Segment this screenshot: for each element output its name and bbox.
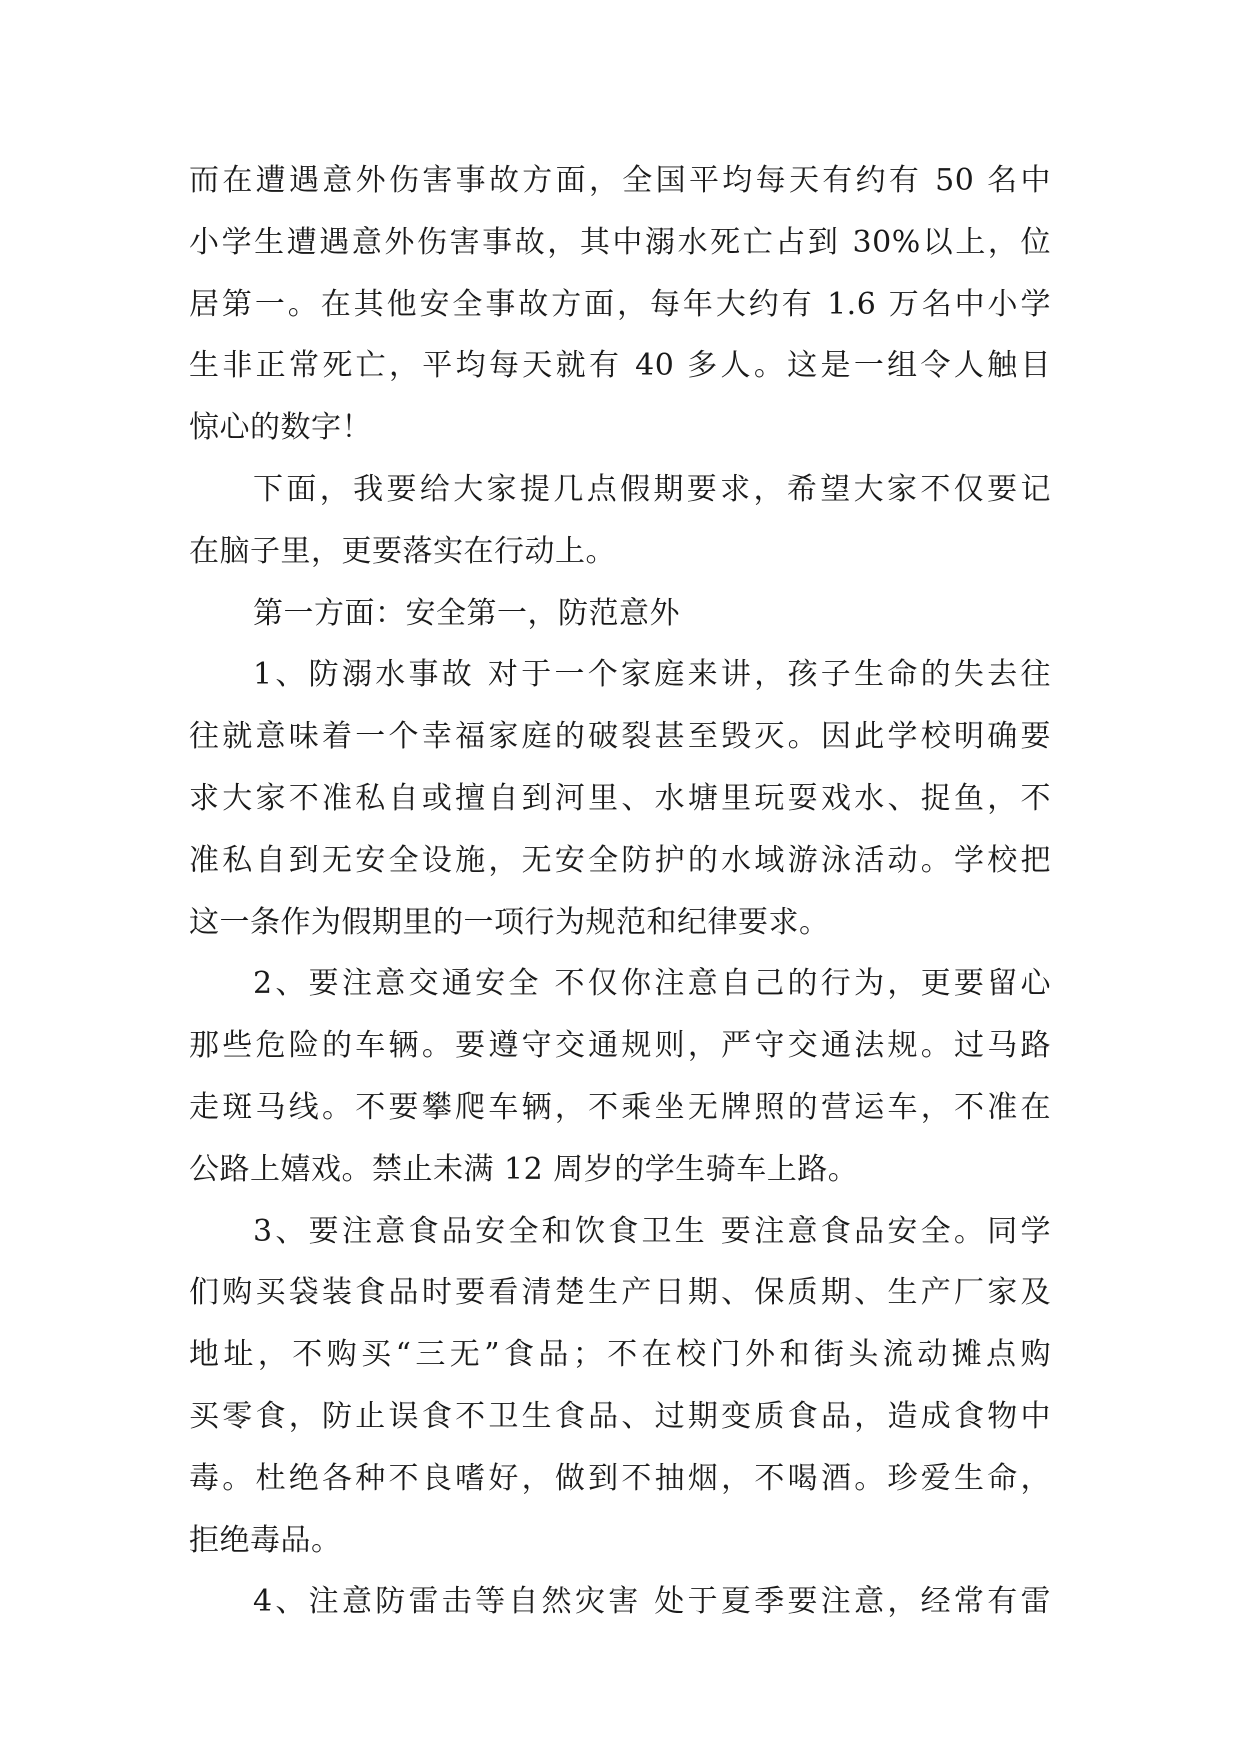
document-body-text	[189, 150, 1051, 1633]
text-line: 生非正常死亡，平均每天就有 40 多人。这是一组令人触目	[189, 348, 1051, 384]
text-line: 走斑马线。不要攀爬车辆，不乘坐无牌照的营运车，不准在	[189, 1089, 1051, 1125]
text-line: 3、要注意食品安全和饮食卫生 要注意食品安全。同学	[253, 1213, 1051, 1249]
text-line: 惊心的数字！	[189, 410, 372, 446]
text-line: 毒。杜绝各种不良嗜好，做到不抽烟，不喝酒。珍爱生命，	[189, 1460, 1051, 1496]
text-line: 在脑子里，更要落实在行动上。	[189, 533, 616, 569]
text-line: 买零食，防止误食不卫生食品、过期变质食品，造成食物中	[189, 1398, 1051, 1434]
text-line: 那些危险的车辆。要遵守交通规则，严守交通法规。过马路	[189, 1028, 1051, 1064]
text-line: 1、防溺水事故 对于一个家庭来讲，孩子生命的失去往	[253, 657, 1051, 693]
text-line: 拒绝毒品。	[189, 1522, 342, 1558]
text-line: 准私自到无安全设施，无安全防护的水域游泳活动。学校把	[189, 842, 1051, 878]
text-line: 第一方面：安全第一，防范意外	[253, 595, 680, 631]
text-line: 们购买袋装食品时要看清楚生产日期、保质期、生产厂家及	[189, 1275, 1051, 1311]
text-line: 2、要注意交通安全 不仅你注意自己的行为，更要留心	[253, 966, 1051, 1002]
text-line: 下面，我要给大家提几点假期要求，希望大家不仅要记	[253, 471, 1051, 507]
text-line: 而在遭遇意外伤害事故方面，全国平均每天有约有 50 名中	[189, 163, 1051, 198]
text-line: 往就意味着一个幸福家庭的破裂甚至毁灭。因此学校明确要	[189, 719, 1051, 755]
text-line: 公路上嬉戏。禁止未满 12 周岁的学生骑车上路。	[189, 1151, 859, 1187]
text-line: 这一条作为假期里的一项行为规范和纪律要求。	[189, 904, 830, 940]
text-line: 4、注意防雷击等自然灾害 处于夏季要注意，经常有雷	[253, 1584, 1051, 1620]
text-line: 小学生遭遇意外伤害事故，其中溺水死亡占到 30%以上，位	[189, 224, 1051, 260]
text-line: 地址，不购买“三无”食品；不在校门外和街头流动摊点购	[189, 1337, 1051, 1373]
text-line: 求大家不准私自或擅自到河里、水塘里玩耍戏水、捉鱼，不	[189, 780, 1051, 816]
text-line: 居第一。在其他安全事故方面，每年大约有 1.6 万名中小学	[189, 286, 1051, 322]
